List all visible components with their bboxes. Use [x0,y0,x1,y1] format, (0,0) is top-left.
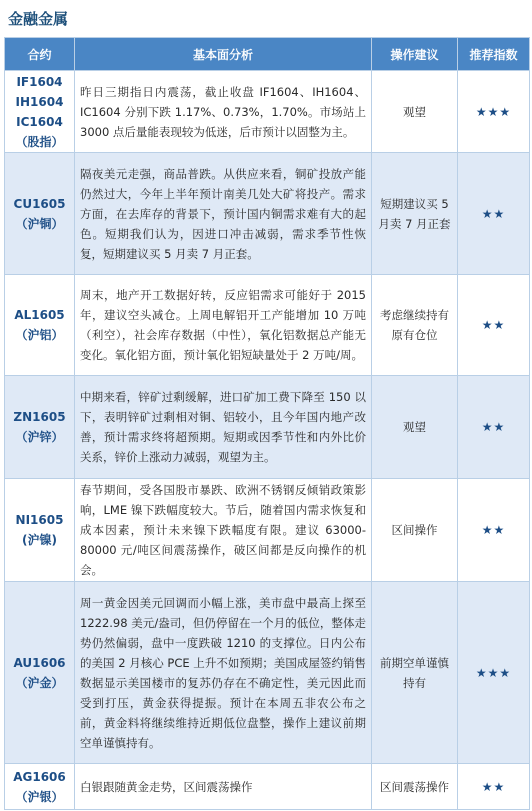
advice-cell: 前期空单谨慎持有 [372,582,458,764]
contract-code: ZN1605 [13,410,66,424]
contract-code: NI1605 [15,513,64,527]
contract-code: AL1605 [14,308,65,322]
analysis-cell: 白银跟随黄金走势，区间震荡操作 [75,764,372,810]
contract-code: AU1606 [13,655,66,670]
table-row [5,764,530,810]
advice-cell: 短期建议买 5 月卖 7 月正套 [372,153,458,275]
rating-stars: ★★★ [458,71,530,153]
advice-cell: 观望 [372,376,458,479]
rating-stars: ★★ [458,479,530,582]
contract-category: (沪镍) [22,533,57,547]
contract-cell [5,479,75,582]
rating-stars: ★★ [458,275,530,376]
table-header-row [5,38,530,71]
contract-category: （沪金） [15,675,64,690]
contract-code: IF1604 [16,74,63,89]
advice-cell: 区间震荡操作 [372,764,458,810]
analysis-cell: 春节期间，受各国股市暴跌、欧洲不锈钢反倾销政策影响，LME 镍下跌幅度较大。节后，随着国内需求恢复和成本因素，预计未来镍下跌幅度有限。建议 63000-80000 元/吨区间震荡操作，破区间都是反向操作的机会。 [75,479,372,582]
analysis-cell: 中期来看，锌矿过剩缓解，进口矿加工费下降至 150 以下，表明锌矿过剩相对铜、铝较小，且今年国内地产改善，预计需求终将超预期。短期或因季节性和内外比价关系，锌价上涨动力减弱，观望为主。 [75,376,372,479]
table-row [5,153,530,275]
contract-category: （沪铜） [15,216,64,231]
contract-category: （沪银） [15,789,64,804]
analysis-cell: 周一黄金因美元回调而小幅上涨，美市盘中最高上探至 1222.98 美元/盎司，但仍停留在一个月的低位，整体走势仍然偏弱，盘中一度跌破 1210 的支撑位。日内公布的美国 2 月核心 PCE 上升不如预期；美国成屋签约销售数据显示美国楼市的复苏仍存在不确定性，美元因此而受到打压，黄金获得提振。预计在本周五非农公布之前，黄金料将继续维持近期低位盘整，操作上建议前期空单谨慎持有。 [75,582,372,764]
analysis-cell: 周末，地产开工数据好转，反应铝需求可能好于 2015 年，建议空头减仓。上周电解铝开工产能增加 10 万吨（利空），社会库存数据（中性），氧化铝数据总产能无变化。氧化铝方面，预计氧化铝短缺量处于 2 万吨/周。 [75,275,372,376]
metals-table [4,37,530,810]
contract-cell [5,582,75,764]
table-row [5,275,530,376]
contract-cell [5,71,75,153]
contract-category: （股指） [15,134,64,149]
advice-cell: 区间操作 [372,479,458,582]
contract-code: AG1606 [13,769,66,784]
header-contract: 合约 [5,38,75,71]
table-row [5,71,530,153]
advice-cell: 考虑继续持有原有仓位 [372,275,458,376]
analysis-cell: 昨日三期指日内震荡，截止收盘 IF1604、IH1604、IC1604 分别下跌 1.17%、0.73%，1.70%。市场站上 3000 点后量能表现较为低迷，后市预计以固整为主。 [75,71,372,153]
header-analysis: 基本面分析 [75,38,372,71]
table-row [5,376,530,479]
contract-code: CU1605 [13,196,66,211]
contract-cell [5,764,75,810]
contract-code: IC1604 [16,114,63,129]
contract-code: IH1604 [15,94,64,109]
advice-cell: 观望 [372,71,458,153]
table-row [5,479,530,582]
header-rating: 推荐指数 [458,38,530,71]
analysis-cell: 隔夜美元走强，商品普跌。从供应来看，铜矿投放产能仍然过大，今年上半年预计南美几处大矿将投产。需求方面，在去库存的背景下，预计国内铜需求难有大的起色。短期我们认为，因进口冲击减弱，需求季节性恢复，短期建议买 5 月卖 7 月正套。 [75,153,372,275]
contract-category: （沪铝） [15,328,64,342]
contract-cell [5,376,75,479]
contract-cell [5,275,75,376]
rating-stars: ★★★ [458,582,530,764]
rating-stars: ★★ [458,376,530,479]
contract-category: （沪锌） [15,430,64,444]
rating-stars: ★★ [458,153,530,275]
rating-stars: ★★ [458,764,530,810]
contract-cell [5,153,75,275]
section-title: 金融金属 [8,10,69,28]
table-row [5,582,530,764]
header-advice: 操作建议 [372,38,458,71]
